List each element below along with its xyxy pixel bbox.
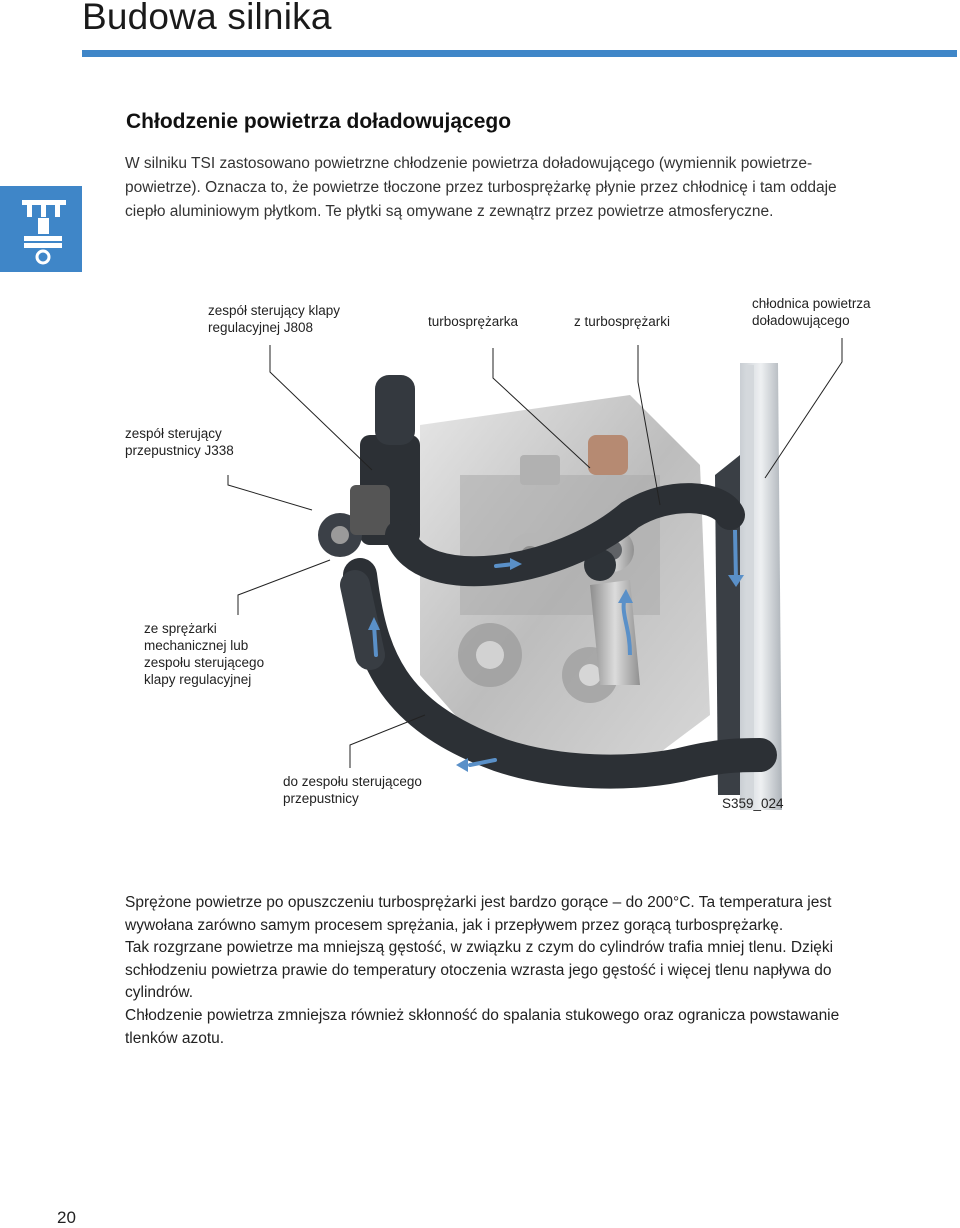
- label-line: mechanicznej lub: [144, 638, 249, 653]
- label-from-compressor: [144, 620, 264, 688]
- leader-to-throttle: [350, 715, 425, 768]
- label-line: regulacyjnej J808: [208, 320, 314, 335]
- intro-line: ciepło aluminiowym płytkom. Te płytki są omywane z zewnątrz przez powietrze atmosferyczne.: [125, 203, 774, 220]
- leader-throttle-unit: [228, 475, 312, 510]
- label-flap-unit: [208, 302, 340, 336]
- label-line: przepustnicy J338: [125, 443, 234, 458]
- body-line: wywołana zarówno samym procesem sprężania, jak i przepływem przez gorącą turbosprężarkę.: [125, 916, 784, 934]
- label-line: zespół sterujący klapy: [208, 303, 341, 318]
- label-line: do zespołu sterującego: [283, 774, 422, 789]
- label-line: chłodnica powietrza: [752, 296, 871, 311]
- label-line: zespół sterujący: [125, 426, 222, 441]
- label-from-turbo: [574, 313, 670, 330]
- label-line: turbosprężarka: [428, 314, 519, 329]
- body-line: cylindrów.: [125, 984, 194, 1002]
- body-line: Sprężone powietrze po opuszczeniu turbosprężarki jest bardzo gorące – do 200°C. Ta temperatura jest: [125, 894, 832, 911]
- page-title: Budowa silnika: [82, 0, 332, 37]
- section-heading: Chłodzenie powietrza doładowującego: [126, 110, 512, 133]
- page-number: 20: [57, 1208, 76, 1227]
- body-line: Chłodzenie powietrza zmniejsza również skłonność do spalania stukowego oraz ogranicza powstawanie: [125, 1006, 840, 1024]
- label-line: doładowującego: [752, 313, 850, 328]
- body-paragraph: [125, 892, 885, 1050]
- figure-code: S359_024: [722, 796, 784, 811]
- label-line: zespołu sterującego: [144, 655, 265, 670]
- intro-line: powietrze). Oznacza to, że powietrze tłoczone przez turbosprężarkę płynie przez chłodnicę i tam oddaje: [125, 179, 837, 196]
- label-to-throttle: [283, 773, 422, 807]
- leader-turbo: [493, 348, 590, 468]
- body-line: schłodzeniu powietrza prawie do temperatury otoczenia wzrasta jego gęstość i więcej tlenu napływa do: [125, 961, 832, 979]
- leader-from-compressor: [238, 560, 330, 615]
- label-line: klapy regulacyjnej: [144, 672, 252, 687]
- label-intercooler: [752, 295, 871, 329]
- leader-intercooler: [765, 338, 842, 478]
- body-line: Tak rozgrzane powietrze ma mniejszą gęstość, w związku z czym do cylindrów trafia mniej tlenu. Dzięki: [125, 939, 834, 957]
- leader-from-turbo: [638, 345, 660, 505]
- label-line: ze sprężarki: [144, 621, 217, 636]
- label-throttle-unit: [125, 425, 234, 459]
- leader-flap-unit: [270, 345, 372, 470]
- label-line: z turbosprężarki: [574, 314, 671, 329]
- body-line: tlenków azotu.: [125, 1029, 225, 1047]
- label-turbo: [428, 313, 518, 330]
- intro-line: W silniku TSI zastosowano powietrzne chłodzenie powietrza doładowującego (wymiennik powietrze-: [125, 155, 813, 172]
- label-line: przepustnicy: [283, 791, 359, 806]
